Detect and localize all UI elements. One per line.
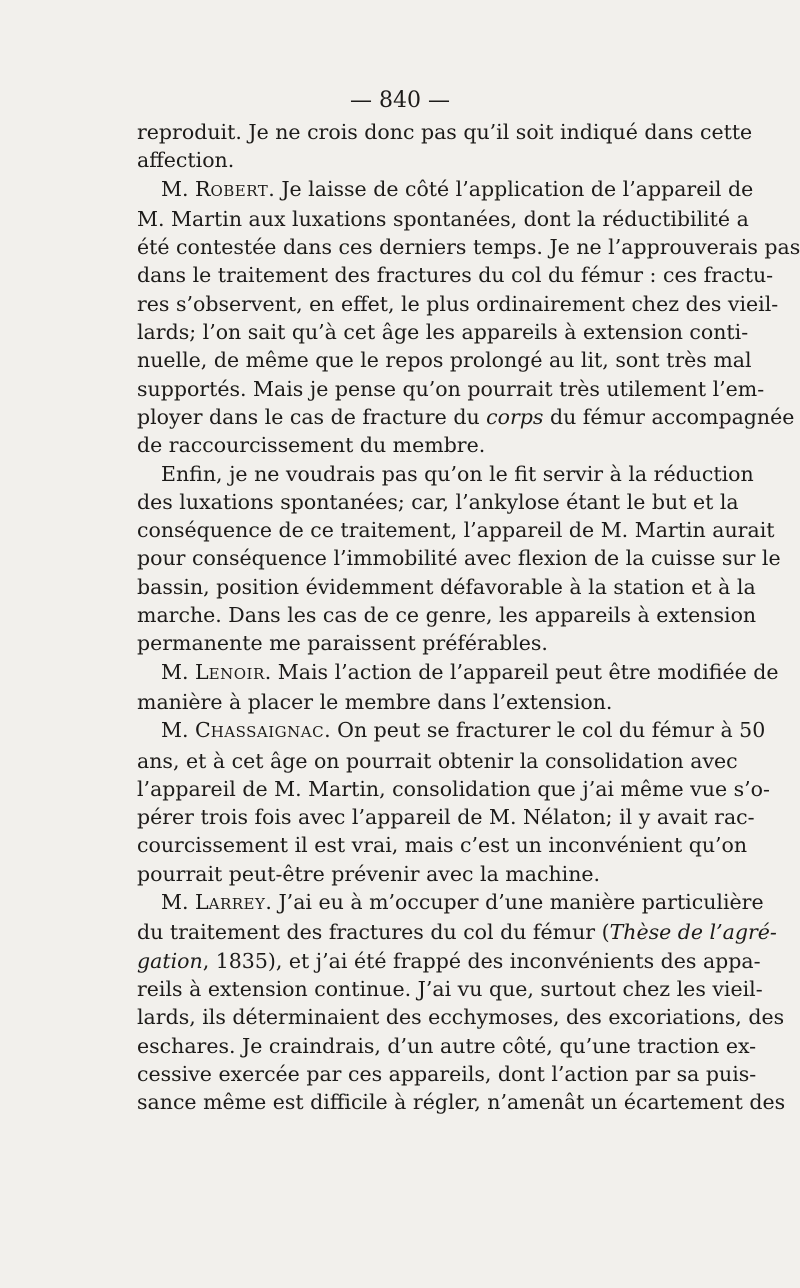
text-line: courcissement il est vrai, mais c’est un inconvénient qu’on bbox=[137, 833, 748, 858]
text-line: lards; l’on sait qu’à cet âge les appareils à extension conti- bbox=[137, 320, 749, 345]
text-line: dans le traitement des fractures du col du fémur : ces fractu- bbox=[137, 263, 774, 288]
text-line: affection. bbox=[137, 148, 235, 173]
text-line: de raccourcissement du membre. bbox=[137, 433, 486, 458]
text-line: supportés. Mais je pense qu’on pourrait très utilement l’em- bbox=[137, 376, 765, 401]
text-line: reproduit. Je ne crois donc pas qu’il soit indiqué dans cette bbox=[137, 120, 753, 144]
text-line: gation, 1835), et j’ai été frappé des inconvénients des appa- bbox=[137, 948, 761, 973]
text-line: res s’observent, en effet, le plus ordinairement chez des vieil- bbox=[137, 291, 779, 316]
text-line: ans, et à cet âge on pourrait obtenir la consolidation avec bbox=[137, 748, 738, 773]
text-line: bassin, position évidemment défavorable à la station et à la bbox=[137, 574, 756, 599]
text-line: nuelle, de même que le repos prolongé au lit, sont très mal bbox=[137, 348, 752, 373]
text-line: marche. Dans les cas de ce genre, les appareils à extension bbox=[137, 603, 757, 628]
text-line: M. LARREY. J’ai eu à m’occuper d’une manière particulière bbox=[161, 890, 764, 915]
text-line: ployer dans le cas de fracture du corps du fémur accompagnée bbox=[137, 404, 795, 429]
text-line: eschares. Je craindrais, d’un autre côté, qu’une traction ex- bbox=[137, 1033, 757, 1058]
text-line: M. CHASSAIGNAC. On peut se fracturer le col du fémur à 50 bbox=[161, 718, 766, 743]
text-line: conséquence de ce traitement, l’appareil de M. Martin aurait bbox=[137, 518, 775, 543]
text-line: M. ROBERT. Je laisse de côté l’application de l’appareil de bbox=[161, 176, 754, 201]
text-line: Enfin, je ne voudrais pas qu’on le fit servir à la réduction bbox=[161, 461, 754, 486]
text-line: l’appareil de M. Martin, consolidation que j’ai même vue s’o- bbox=[137, 776, 770, 801]
text-line: cessive exercée par ces appareils, dont l’action par sa puis- bbox=[137, 1061, 757, 1086]
text-line: pérer trois fois avec l’appareil de M. Nélaton; il y avait rac- bbox=[137, 805, 755, 830]
text-line: M. LENOIR. Mais l’action de l’appareil peut être modifiée de bbox=[161, 659, 779, 684]
text-line: été contestée dans ces derniers temps. Je ne l’approuverais pas bbox=[137, 235, 800, 260]
text-line: permanente me paraissent préférables. bbox=[137, 631, 548, 656]
text-line: lards, ils déterminaient des ecchymoses, des excoriations, des bbox=[137, 1005, 785, 1030]
text-line: sance même est difficile à régler, n’amenât un écartement des bbox=[137, 1090, 786, 1115]
text-line: pour conséquence l’immobilité avec flexion de la cuisse sur le bbox=[137, 546, 781, 571]
text-line: manière à placer le membre dans l’extension. bbox=[137, 689, 613, 714]
body-text bbox=[137, 118, 800, 1116]
text-line: reils à extension continue. J’ai vu que, surtout chez les vieil- bbox=[137, 976, 763, 1001]
text-line: pourrait peut-être prévenir avec la machine. bbox=[137, 861, 601, 886]
text-line: M. Martin aux luxations spontanées, dont la réductibilité a bbox=[137, 206, 749, 231]
text-line: du traitement des fractures du col du fémur (Thèse de l’agré- bbox=[137, 920, 777, 945]
text-line: des luxations spontanées; car, l’ankylose étant le but et la bbox=[137, 489, 739, 514]
page-number: — 840 — bbox=[350, 88, 450, 113]
